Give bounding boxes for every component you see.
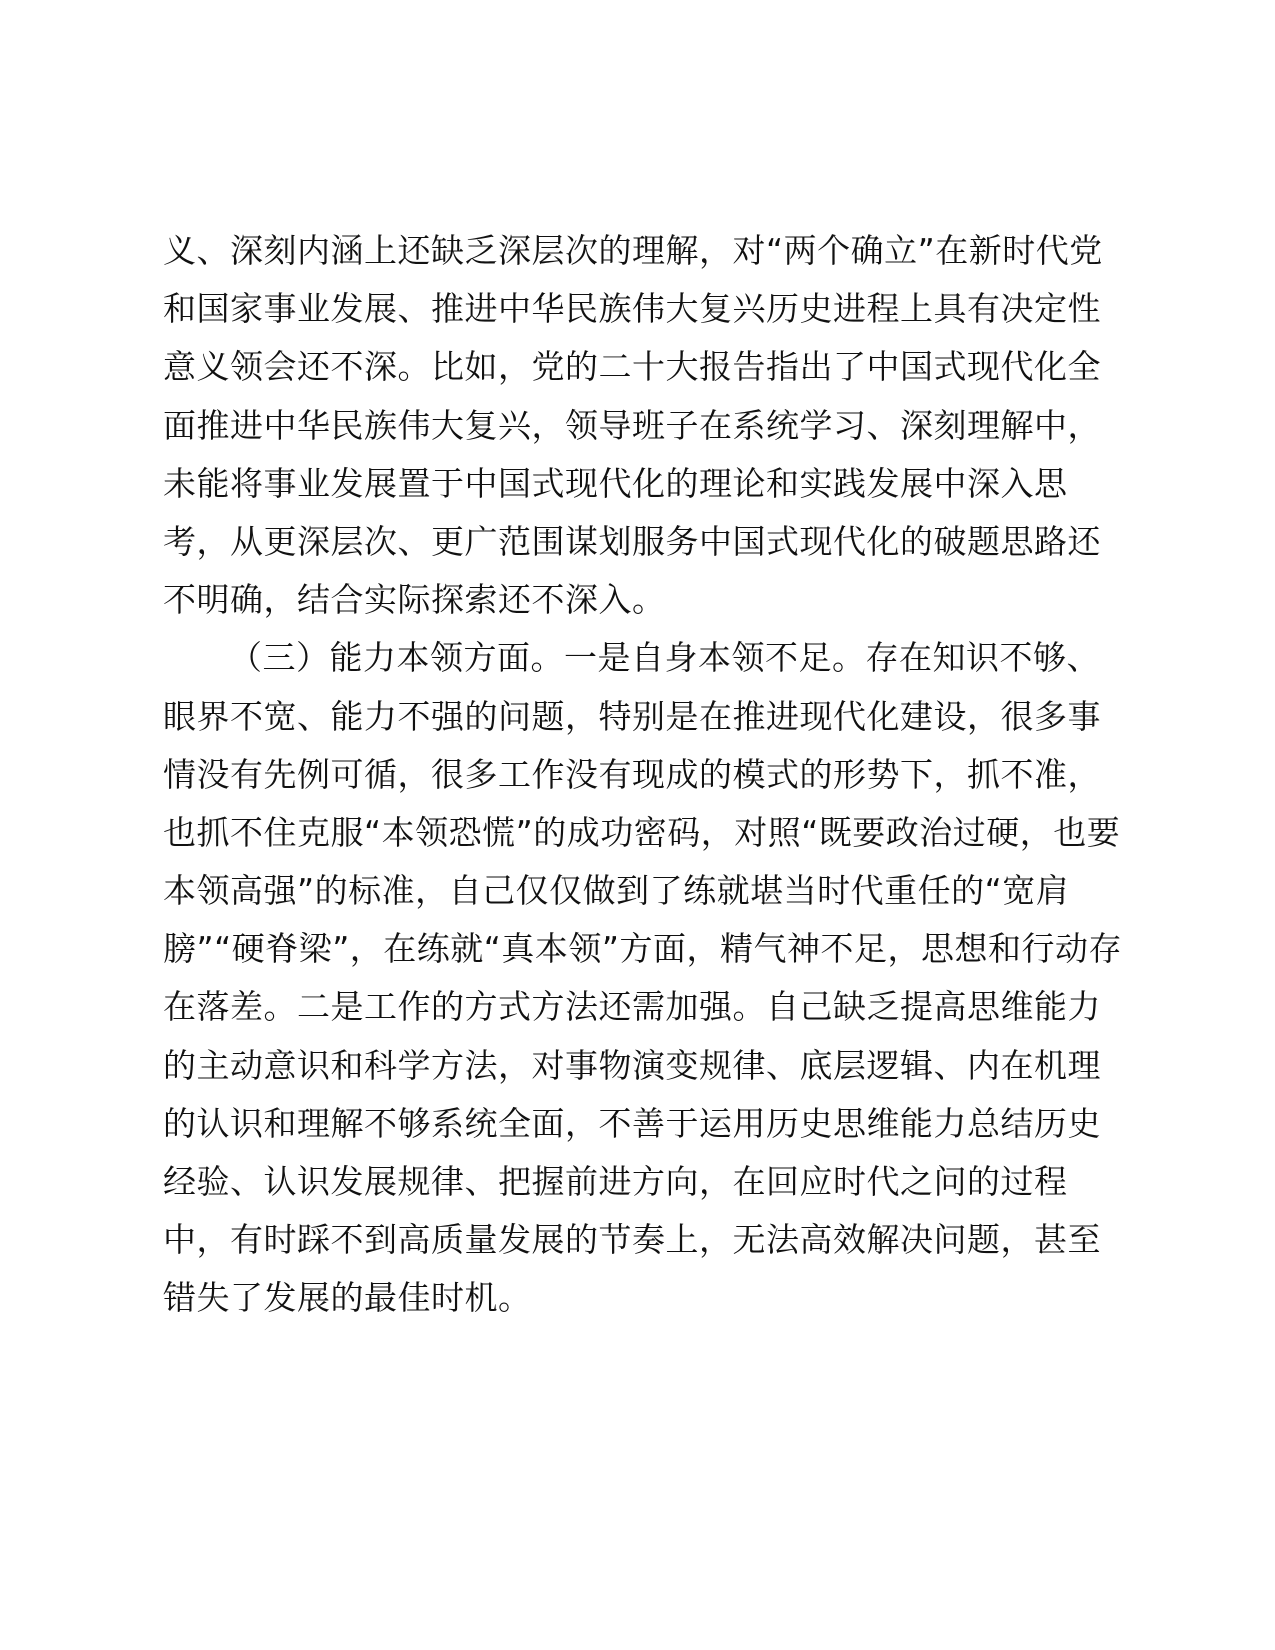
text-line: 未能将事业发展置于中国式现代化的理论和实践发展中深入思 bbox=[163, 463, 1068, 503]
text-line: 错失了发展的最佳时机。 bbox=[163, 1278, 532, 1318]
text-line: 中，有时踩不到高质量发展的节奏上，无法高效解决问题，甚至 bbox=[163, 1220, 1101, 1260]
text-line: 不明确，结合实际探索还不深入。 bbox=[163, 580, 666, 620]
text-line: 义、深刻内涵上还缺乏深层次的理解，对“两个确立”在新时代党 bbox=[163, 231, 1103, 270]
text-line: 考，从更深层次、更广范围谋划服务中国式现代化的破题思路还 bbox=[163, 521, 1101, 561]
text-line: 情没有先例可循，很多工作没有现成的模式的形势下，抓不准， bbox=[163, 754, 1101, 794]
text-line: 眼界不宽、能力不强的问题，特别是在推进现代化建设，很多事 bbox=[163, 696, 1101, 736]
text-line: 经验、认识发展规律、把握前进方向，在回应时代之问的过程 bbox=[163, 1162, 1068, 1201]
text-line: 意义领会还不深。比如，党的二十大报告指出了中国式现代化全 bbox=[163, 347, 1101, 387]
section-heading-line: （三）能力本领方面。一是自身本领不足。存在知识不够、 bbox=[229, 638, 1100, 678]
text-line: 膀”“硬脊梁”，在练就“真本领”方面，精气神不足，思想和行动存 bbox=[163, 929, 1122, 969]
text-line: 和国家事业发展、推进中华民族伟大复兴历史进程上具有决定性 bbox=[163, 289, 1101, 329]
text-line: 本领高强”的标准，自己仅仅做到了练就堪当时代重任的“宽肩 bbox=[163, 871, 1070, 911]
text-line: 的主动意识和科学方法，对事物演变规律、底层逻辑、内在机理 bbox=[163, 1045, 1101, 1085]
text-line: 的认识和理解不够系统全面，不善于运用历史思维能力总结历史 bbox=[163, 1103, 1101, 1143]
body-text bbox=[163, 222, 1123, 1328]
text-line: 也抓不住克服“本领恐慌”的成功密码，对照“既要政治过硬，也要 bbox=[163, 812, 1121, 852]
text-line: 在落差。二是工作的方式方法还需加强。自己缺乏提高思维能力 bbox=[163, 987, 1101, 1027]
text-line: 面推进中华民族伟大复兴，领导班子在系统学习、深刻理解中， bbox=[163, 405, 1101, 445]
